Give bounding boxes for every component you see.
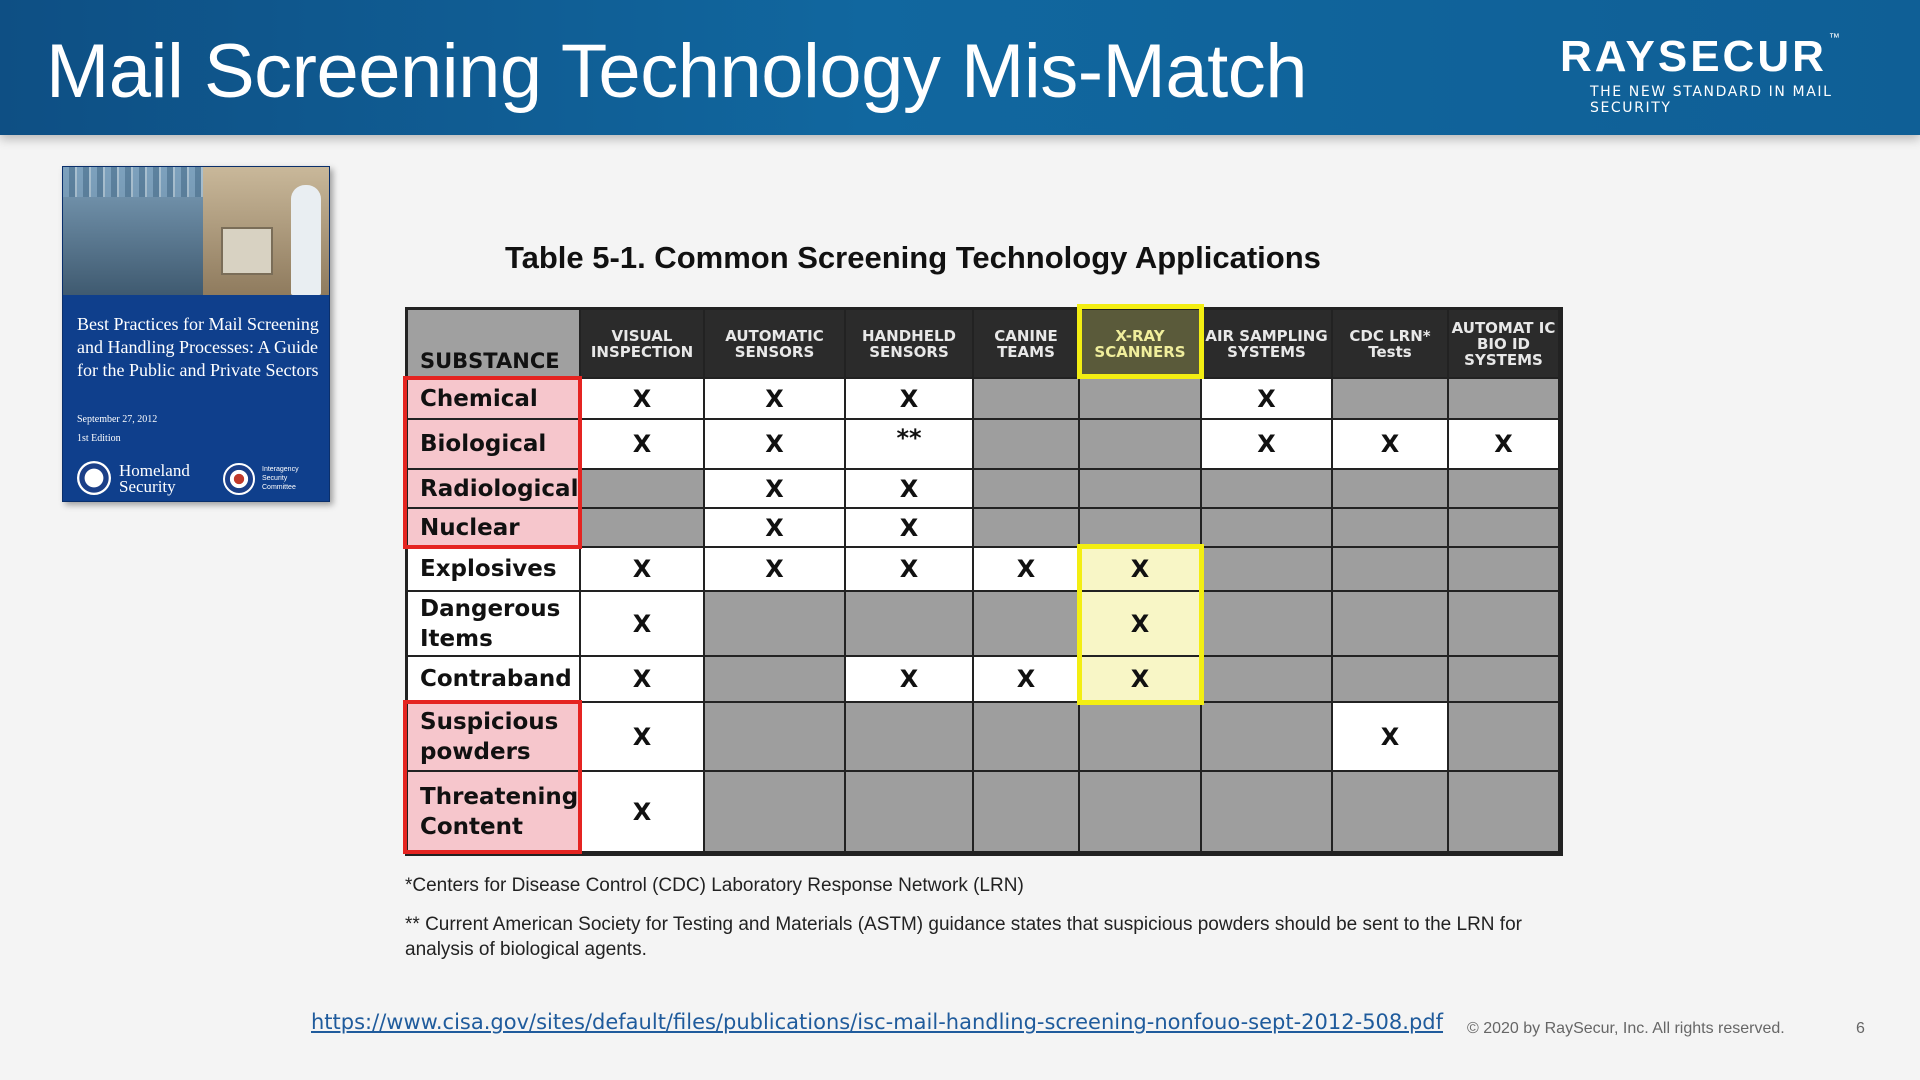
cell-radiological-visual-inspection xyxy=(581,470,705,509)
cell-radiological-cdc-lrn-tests xyxy=(1333,470,1449,509)
cover-photo-machine xyxy=(221,227,273,275)
logo-tagline: THE NEW STANDARD IN MAIL SECURITY xyxy=(1590,84,1833,116)
cell-nuclear-canine-teams xyxy=(974,509,1080,548)
table-header-visual-inspection: VISUAL INSPECTION xyxy=(581,310,705,379)
cell-nuclear-cdc-lrn-tests xyxy=(1333,509,1449,548)
cell-contraband-x-ray-scanners: X xyxy=(1080,657,1202,703)
cell-suspicious-powders-cdc-lrn-tests: X xyxy=(1333,703,1449,772)
cover-title: Best Practices for Mail Screening and Handling Processes: A Guide for the Public and Private Sectors xyxy=(77,314,319,380)
cell-threatening-content-handheld-sensors xyxy=(846,772,974,853)
cell-radiological-automatic-sensors: X xyxy=(705,470,846,509)
cell-biological-automat-ic-bio-id-systems: X xyxy=(1449,420,1560,470)
row-label-explosives: Explosives xyxy=(408,548,581,592)
cell-biological-cdc-lrn-tests: X xyxy=(1333,420,1449,470)
cell-chemical-air-sampling-systems: X xyxy=(1202,379,1333,420)
table-header-x-ray-scanners: X-RAY SCANNERS xyxy=(1080,310,1202,379)
table-header-automat-ic-bio-id-systems: AUTOMAT IC BIO ID SYSTEMS xyxy=(1449,310,1560,379)
cell-threatening-content-canine-teams xyxy=(974,772,1080,853)
cell-dangerous-items-automat-ic-bio-id-systems xyxy=(1449,592,1560,657)
cover-photo xyxy=(63,167,330,295)
cell-biological-x-ray-scanners xyxy=(1080,420,1202,470)
cell-suspicious-powders-air-sampling-systems xyxy=(1202,703,1333,772)
cell-explosives-cdc-lrn-tests xyxy=(1333,548,1449,592)
cell-chemical-cdc-lrn-tests xyxy=(1333,379,1449,420)
cell-contraband-automat-ic-bio-id-systems xyxy=(1449,657,1560,703)
isc-seal-icon xyxy=(223,463,255,495)
row-label-chemical: Chemical xyxy=(408,379,581,420)
row-label-biological: Biological xyxy=(408,420,581,470)
red-highlight-box-1 xyxy=(403,376,582,549)
cell-threatening-content-automat-ic-bio-id-systems xyxy=(1449,772,1560,853)
cell-dangerous-items-automatic-sensors xyxy=(705,592,846,657)
cell-nuclear-automat-ic-bio-id-systems xyxy=(1449,509,1560,548)
cell-threatening-content-x-ray-scanners xyxy=(1080,772,1202,853)
cell-contraband-canine-teams: X xyxy=(974,657,1080,703)
cell-threatening-content-cdc-lrn-tests xyxy=(1333,772,1449,853)
footnote-cdc: *Centers for Disease Control (CDC) Laboratory Response Network (LRN) xyxy=(405,875,1024,896)
cover-edition: 1st Edition xyxy=(77,433,121,444)
table-header-handheld-sensors: HANDHELD SENSORS xyxy=(846,310,974,379)
cell-biological-automatic-sensors: X xyxy=(705,420,846,470)
cell-contraband-handheld-sensors: X xyxy=(846,657,974,703)
cell-chemical-handheld-sensors: X xyxy=(846,379,974,420)
row-label-radiological: Radiological xyxy=(408,470,581,509)
page-number: 6 xyxy=(1856,1020,1865,1037)
cell-nuclear-air-sampling-systems xyxy=(1202,509,1333,548)
cell-radiological-canine-teams xyxy=(974,470,1080,509)
cell-nuclear-visual-inspection xyxy=(581,509,705,548)
table-caption: Table 5-1. Common Screening Technology Applications xyxy=(505,240,1321,275)
cell-biological-air-sampling-systems: X xyxy=(1202,420,1333,470)
cell-explosives-automat-ic-bio-id-systems xyxy=(1449,548,1560,592)
copyright: © 2020 by RaySecur, Inc. All rights reserved. xyxy=(1467,1020,1785,1037)
cell-threatening-content-visual-inspection: X xyxy=(581,772,705,853)
slide-title: Mail Screening Technology Mis-Match xyxy=(46,29,1307,114)
cell-biological-visual-inspection: X xyxy=(581,420,705,470)
source-link[interactable]: https://www.cisa.gov/sites/default/files/publications/isc-mail-handling-screening-nonfouo-sept-2012-508.pdf xyxy=(311,1010,1444,1034)
cell-dangerous-items-x-ray-scanners: X xyxy=(1080,592,1202,657)
row-label-threatening-content: Threatening Content xyxy=(408,772,581,853)
cell-radiological-x-ray-scanners xyxy=(1080,470,1202,509)
cell-suspicious-powders-handheld-sensors xyxy=(846,703,974,772)
screening-table xyxy=(405,307,1563,856)
row-label-suspicious-powders: Suspicious powders xyxy=(408,703,581,772)
cell-dangerous-items-cdc-lrn-tests xyxy=(1333,592,1449,657)
cell-explosives-air-sampling-systems xyxy=(1202,548,1333,592)
cell-threatening-content-automatic-sensors xyxy=(705,772,846,853)
cell-suspicious-powders-automatic-sensors xyxy=(705,703,846,772)
table-header-cdc-lrn-tests: CDC LRN* Tests xyxy=(1333,310,1449,379)
header-bar xyxy=(0,0,1920,135)
cell-suspicious-powders-canine-teams xyxy=(974,703,1080,772)
cell-chemical-automatic-sensors: X xyxy=(705,379,846,420)
report-cover-image xyxy=(62,166,330,502)
cell-explosives-x-ray-scanners: X xyxy=(1080,548,1202,592)
table-header-air-sampling-systems: AIR SAMPLING SYSTEMS xyxy=(1202,310,1333,379)
cell-chemical-visual-inspection: X xyxy=(581,379,705,420)
yellow-highlight-xray-rows xyxy=(1077,544,1204,705)
cell-dangerous-items-air-sampling-systems xyxy=(1202,592,1333,657)
table-header-automatic-sensors: AUTOMATIC SENSORS xyxy=(705,310,846,379)
cell-explosives-canine-teams: X xyxy=(974,548,1080,592)
cover-committee: Interagency Security Committee xyxy=(262,466,299,491)
cell-threatening-content-air-sampling-systems xyxy=(1202,772,1333,853)
cell-radiological-handheld-sensors: X xyxy=(846,470,974,509)
table-header-canine-teams: CANINE TEAMS xyxy=(974,310,1080,379)
cell-chemical-x-ray-scanners xyxy=(1080,379,1202,420)
yellow-highlight-xray-header xyxy=(1077,304,1204,379)
row-label-nuclear: Nuclear xyxy=(408,509,581,548)
cell-biological-handheld-sensors: ** xyxy=(846,420,974,470)
cell-radiological-air-sampling-systems xyxy=(1202,470,1333,509)
row-label-contraband: Contraband xyxy=(408,657,581,703)
table-header-substance: SUBSTANCE xyxy=(408,310,581,379)
cover-agency: Homeland Security xyxy=(119,461,190,496)
cell-nuclear-automatic-sensors: X xyxy=(705,509,846,548)
cell-suspicious-powders-visual-inspection: X xyxy=(581,703,705,772)
cell-explosives-handheld-sensors: X xyxy=(846,548,974,592)
row-label-dangerous-items: Dangerous Items xyxy=(408,592,581,657)
red-highlight-box-2 xyxy=(403,700,582,854)
cover-date: September 27, 2012 xyxy=(77,414,158,425)
cell-nuclear-x-ray-scanners xyxy=(1080,509,1202,548)
cell-nuclear-handheld-sensors: X xyxy=(846,509,974,548)
cell-biological-canine-teams xyxy=(974,420,1080,470)
cell-contraband-automatic-sensors xyxy=(705,657,846,703)
footnote-astm: ** Current American Society for Testing and Materials (ASTM) guidance states that suspicious powders should be sent to the LRN for analysis of biological agents. xyxy=(405,914,1522,960)
cell-explosives-visual-inspection: X xyxy=(581,548,705,592)
cell-suspicious-powders-x-ray-scanners xyxy=(1080,703,1202,772)
dhs-seal-icon xyxy=(77,461,111,495)
cover-photo-room xyxy=(63,197,203,295)
cell-dangerous-items-handheld-sensors xyxy=(846,592,974,657)
cell-contraband-cdc-lrn-tests xyxy=(1333,657,1449,703)
raysecur-logo xyxy=(1560,32,1890,116)
logo-wordmark: RAYSECUR xyxy=(1560,32,1827,81)
cell-dangerous-items-canine-teams xyxy=(974,592,1080,657)
cell-chemical-automat-ic-bio-id-systems xyxy=(1449,379,1560,420)
cell-contraband-visual-inspection: X xyxy=(581,657,705,703)
cell-radiological-automat-ic-bio-id-systems xyxy=(1449,470,1560,509)
cell-chemical-canine-teams xyxy=(974,379,1080,420)
cell-dangerous-items-visual-inspection: X xyxy=(581,592,705,657)
cover-photo-person xyxy=(291,185,321,295)
cell-contraband-air-sampling-systems xyxy=(1202,657,1333,703)
cell-explosives-automatic-sensors: X xyxy=(705,548,846,592)
cell-suspicious-powders-automat-ic-bio-id-systems xyxy=(1449,703,1560,772)
logo-trademark: ™ xyxy=(1828,32,1840,44)
